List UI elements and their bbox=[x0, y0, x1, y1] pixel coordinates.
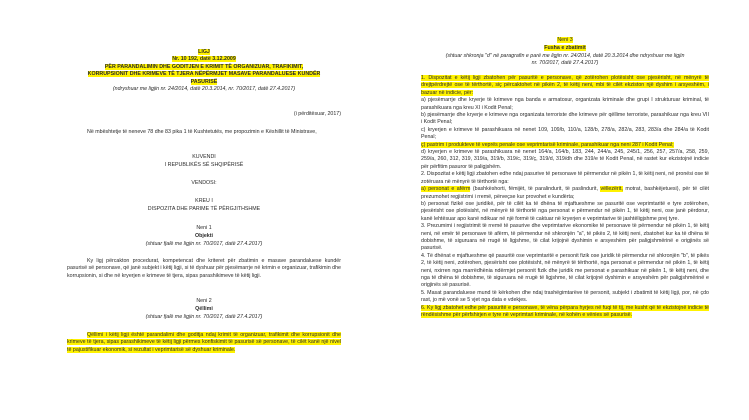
article3-para1a: a) pjesëmarrje dhe kryerje të krimeve nga banda e armatosur, organizata kriminale dhe grupi I strukturuar kriminal, të parashikuara nga kreu XI i Kodit Penal; bbox=[421, 97, 709, 111]
updated-note: (i përditësuar, 2017) bbox=[293, 111, 341, 117]
article1-text: Ky ligj përcakton procedurat, kompetencat dhe kriteret për zbatimin e masave parandaluese kundër pasurisë së personave, që janë subjekt i këtij ligji, si të dyshuar për pjesëmarrje në krimin e organizuar, trafikimin dhe korrupsionin, si dhe në kryerjen e krimeve të tjera, sipas parashikimeve të këtij ligji. bbox=[67, 258, 341, 279]
article3-para1d: d) kryerjen e krimeve të parashikuara në nenet 164/a, 164/b, 183, 244, 244/a, 245, 245/1, 256, 257, 257/a, 258, 259, 259/a, 260, 312, 319, 319/a, 319/b, 319/c, 319/ç, 319/d, 319/dh dhe 319/e të Kodit Penal, në rastet kur ekzistojnë indicie për përfitim pasuror të paligjshëm. bbox=[421, 149, 709, 170]
para2a-highlight-brothers: vëllezërit, bbox=[600, 186, 623, 193]
chapter-title: DISPOZITA DHE PARIME TË PËRGJITHSHME bbox=[147, 206, 261, 212]
assembly-line1: KUVENDI bbox=[192, 154, 216, 160]
para2a-highlight-close-persons: a) personat e afërm bbox=[421, 186, 471, 193]
article3-para5: 5. Masat parandaluese mund të kërkohen dhe ndaj trashëgimtarëve të personit, subjekt i zbatimit të këtij ligji, por, në çdo rast, jo më vonë se 5 vjet nga data e vdekjes. bbox=[421, 289, 709, 304]
article3-para1: 1. Dispozitat e këtij ligji zbatohen për pasuritë e personave, që zotërohen plotësisht ose pjesërisht, në mënyrë të drejtpërdrejtë ose të tërthortë, siç përcaktohet në pikën 2, të këtij neni, mbi të cilët ekziston një dyshim i arsyeshëm, i bazuar në indicie, për: bbox=[421, 75, 709, 96]
article3-para1c-cedilla: ç) pastrim i produkteve të veprës penale ose veprimtarisë kriminale, parashikuar nga neni 287 i Kodit Penal; bbox=[421, 141, 674, 148]
article3-para1b: b) pjesëmarrje dhe kryerje e krimeve nga organizata terroriste dhe krimeve për qëllime terroriste, parashikuar nga kreu VII i Kodit Penal; bbox=[421, 112, 709, 126]
article2-note: (shtuar fjalë me ligjin nr. 70/2017, datë 27.4.2017) bbox=[145, 314, 263, 320]
article1-number: Neni 1 bbox=[196, 225, 212, 231]
article3-para2a bbox=[421, 186, 709, 201]
article3-para2: 2. Dispozitat e këtij ligji zbatohen edhe ndaj pasurive të personave të përmendur në pikën 1, të këtij neni, në pronësi ose të zotëruara në mënyrë të tërthortë nga: bbox=[421, 171, 709, 185]
chapter-number: KREU I bbox=[195, 198, 213, 204]
law-title: LIGJ bbox=[198, 49, 210, 55]
article2-text-highlight: Qëllimi i këtij ligji është parandalimi dhe goditja ndaj krimit të organizuar, trafikimit dhe korrupsionit dhe krimeve të tjera, sipas parashikimeve të këtij ligji përmes konfiskimit të pasurisë së personave, të cilët kanë një nivel të pajustifikuar ekonomik, si rezultat i veprimtarisë së dyshuar kriminale. bbox=[67, 332, 341, 353]
article3-para3: 3. Prezumimi i regjistrimit të rremë të pasurive dhe veprimtarive ekonomike të personave të përmendur në pikën 1, të këtij neni, në emër të personave të afërm, të përmendur në shkronjën "a", të pikës 2, të këtij neni, zbatohet kur ka të dhëna të dobishme, të siguruara në rrugë të ligjshme, të cilat krijojnë dyshimin e arsyeshëm për paligjshmërinë e origjinës së pasurisë. bbox=[421, 223, 709, 252]
law-subject-line3: PASURISË bbox=[190, 78, 218, 85]
article3-title: Fusha e zbatimit bbox=[544, 45, 586, 51]
article3-note: (shtuar shkronja "d" në paragrafin e parë me ligjin nr. 24/2014, datë 20.3.2014 dhe ndryshuar me ligjin nr. 70/2017, datë 27.4.2017) bbox=[445, 53, 685, 67]
article1-title: Objekti bbox=[195, 233, 213, 239]
article3-para2b: b) personat fizikë ose juridikë, për të cilët ka të dhëna të mjaftueshme se pasuritë ose veprimtaritë e tyre zotërohen, pjesërisht ose plotësisht, në mënyrë të tërthortë nga personat e përmendur në pikën 1, të këtij neni, ose janë përdorur, kanë lehtësuar apo kanë ndikuar në një formë të caktuar në kryerjen e veprimtarive të jashtëligjshme prej tyre. bbox=[421, 200, 709, 222]
amendment-note: (ndryshuar me ligjin nr. 24/2014, datë 20.3.2014, nr. 70/2017, datë 27.4.2017) bbox=[112, 86, 296, 92]
article2-text bbox=[67, 332, 341, 354]
basis-paragraph: Në mbështetje të neneve 78 dhe 83 pika 1 të Kushtetutës, me propozimin e Këshillit të Ministrave, bbox=[87, 129, 317, 135]
article3-para6: 6. Ky ligj zbatohet edhe për pasuritë e personave, të vëna përpara hyrjes në fuqi të tij, me kusht që të ekzistojnë indicie të rëndësishme për përfshirjen e tyre në veprimtari kriminale, në kohën e vënies së pasurisë. bbox=[421, 304, 709, 318]
article3-number: Neni 3 bbox=[557, 37, 573, 43]
article2-number: Neni 2 bbox=[196, 298, 212, 304]
article3-para4: 4. Të dhënat e mjaftueshme që pasuritë ose veprimtaritë e personit fizik ose juridik të përmendur në shkronjën "b", të pikës 2, të këtij neni, zotërohen, pjesërisht ose plotësisht, në mënyrë të tërthortë, nga personat e përmendur në pikën 1, të këtij neni, nxirren nga marrëdhënia ndërmjet personit fizik dhe juridik me personat e parashikuar në pikën 1, të këtij neni, dhe nga të dhëna të dobishme, të siguruara në rrugë të ligjshme, të cilat krijojnë dyshimin e arsyeshëm për paligjshmërinë e origjinës së pasurisë. bbox=[421, 252, 709, 289]
article3-para1c: c) kryerjen e krimeve të parashikuara në nenet 109, 109/b, 110/a, 128/b, 278/a, 282/a, 283, 283/a dhe 284/a të Kodit Penal; bbox=[421, 126, 709, 141]
law-number: Nr. 10 192, datë 3.12.2009 bbox=[172, 56, 236, 63]
assembly-line2: I REPUBLIKËS SË SHQIPËRISË bbox=[164, 162, 244, 168]
law-subject-line1: PËR PARANDALIMIN DHE GODITJEN E KRIMIT TË ORGANIZUAR, TRAFIKIMIT, bbox=[104, 63, 304, 70]
article1-note: (shtuar fjalë me ligjin nr. 70/2017, datë 27.4.2017) bbox=[145, 241, 263, 247]
para2a-end: motrat, bashkëjetuesi), për të cilët prezumohet regjistrimi i rremë, përveçse kur provohet e kundërta; bbox=[421, 186, 709, 200]
law-header bbox=[67, 49, 341, 86]
para2a-middle: (bashkëshorti, fëmijët, të paralindurit, të paslindurit, bbox=[470, 186, 601, 193]
article2-title: Qëllimi bbox=[195, 306, 213, 312]
law-subject-line2: KORRUPSIONIT DHE KRIMEVE TË TJERA NËPËRMJET MASAVE PARANDALUESE KUNDËR bbox=[87, 71, 321, 78]
decided-heading: VENDOSI: bbox=[191, 180, 217, 186]
article3-body bbox=[421, 75, 709, 319]
